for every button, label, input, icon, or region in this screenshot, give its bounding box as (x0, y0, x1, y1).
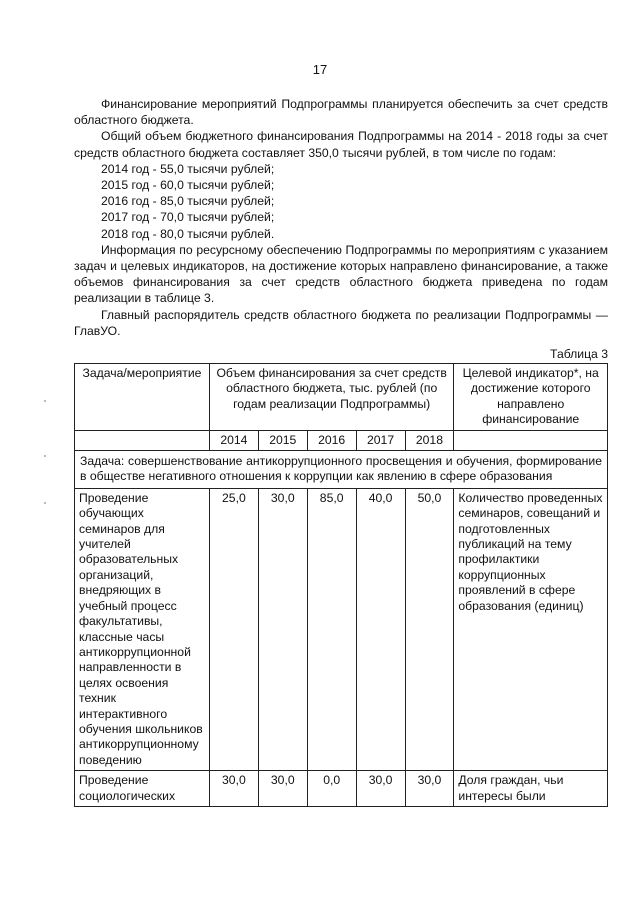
value-cell: 30,0 (209, 771, 258, 807)
value-cell: 50,0 (405, 488, 454, 770)
paragraph-resource-info: Информация по ресурсному обеспечению Подпрограммы по мероприятиям с указанием задач и целевых индикаторов, на достижение которых направлено финансирование, а также объемов финансирования за счет средств областного бюджета приведена по годам реализации в таблице 3. (74, 242, 608, 306)
indicator-cell: Доля граждан, чьи интересы были (454, 771, 608, 807)
page-number: 17 (312, 62, 328, 77)
value-cell: 30,0 (356, 771, 405, 807)
year-header: 2017 (356, 430, 405, 450)
paragraph-main-manager: Главный распорядитель средств областного бюджета по реализации Подпрограммы — ГлавУО. (74, 307, 608, 338)
header-financing-volume: Объем финансирования за счет средств областного бюджета, тыс. рублей (по годам реализации Подпрограммы) (209, 364, 453, 431)
year-line: 2018 год - 80,0 тысячи рублей. (101, 226, 275, 241)
value-cell: 30,0 (258, 771, 307, 807)
year-line: 2014 год - 55,0 тысячи рублей; (101, 161, 275, 176)
indicator-cell: Количество проведенных семинаров, совещаний и подготовленных публикаций на тему профилактики коррупционных проявлений в сфере образования (единиц) (454, 488, 608, 770)
financing-table (74, 363, 608, 807)
year-line: 2016 год - 85,0 тысячи рублей; (101, 194, 275, 209)
value-cell: 30,0 (258, 488, 307, 770)
value-cell: 30,0 (405, 771, 454, 807)
table-row (75, 771, 608, 807)
scan-speck (44, 502, 46, 504)
table-header-row (75, 364, 608, 431)
table-years-row (75, 430, 608, 450)
value-cell: 0,0 (307, 771, 356, 807)
value-cell: 40,0 (356, 488, 405, 770)
table-caption: Таблица 3 (550, 347, 608, 361)
year-line: 2015 год - 60,0 тысячи рублей; (101, 178, 275, 193)
value-cell: 25,0 (209, 488, 258, 770)
body-text (74, 96, 608, 339)
task-row (75, 451, 608, 489)
header-task-activity: Задача/мероприятие (75, 364, 210, 431)
year-header: 2014 (209, 430, 258, 450)
year-header: 2016 (307, 430, 356, 450)
empty-cell (75, 430, 210, 450)
value-cell: 85,0 (307, 488, 356, 770)
year-line: 2017 год - 70,0 тысячи рублей; (101, 210, 275, 225)
paragraph-financing: Финансирование мероприятий Подпрограммы планируется обеспечить за счет средств областного бюджета. (74, 97, 608, 128)
paragraph-total-volume: Общий объем бюджетного финансирования Подпрограммы на 2014 - 2018 годы за счет средств областного бюджета составляет 350,0 тысячи рублей, в том числе по годам: (74, 129, 608, 160)
empty-cell (454, 430, 608, 450)
table-row (75, 488, 608, 770)
scan-speck (44, 455, 46, 457)
year-header: 2015 (258, 430, 307, 450)
task-description: Задача: совершенствование антикоррупционного просвещения и обучения, формирование в обществе негативного отношения к коррупции как явлению в сфере образования (75, 451, 608, 489)
header-target-indicator: Целевой индикатор*, на достижение которого направлено финансирование (454, 364, 608, 431)
year-header: 2018 (405, 430, 454, 450)
activity-cell: Проведение социологических (75, 771, 210, 807)
activity-cell: Проведение обучающих семинаров для учителей образовательных организаций, внедряющих в учебный процесс факультативы, классные часы антикоррупционной направленности в целях освоения техник интерактивного обучения школьников антикоррупционному поведению (75, 488, 210, 770)
scan-speck (44, 400, 46, 402)
